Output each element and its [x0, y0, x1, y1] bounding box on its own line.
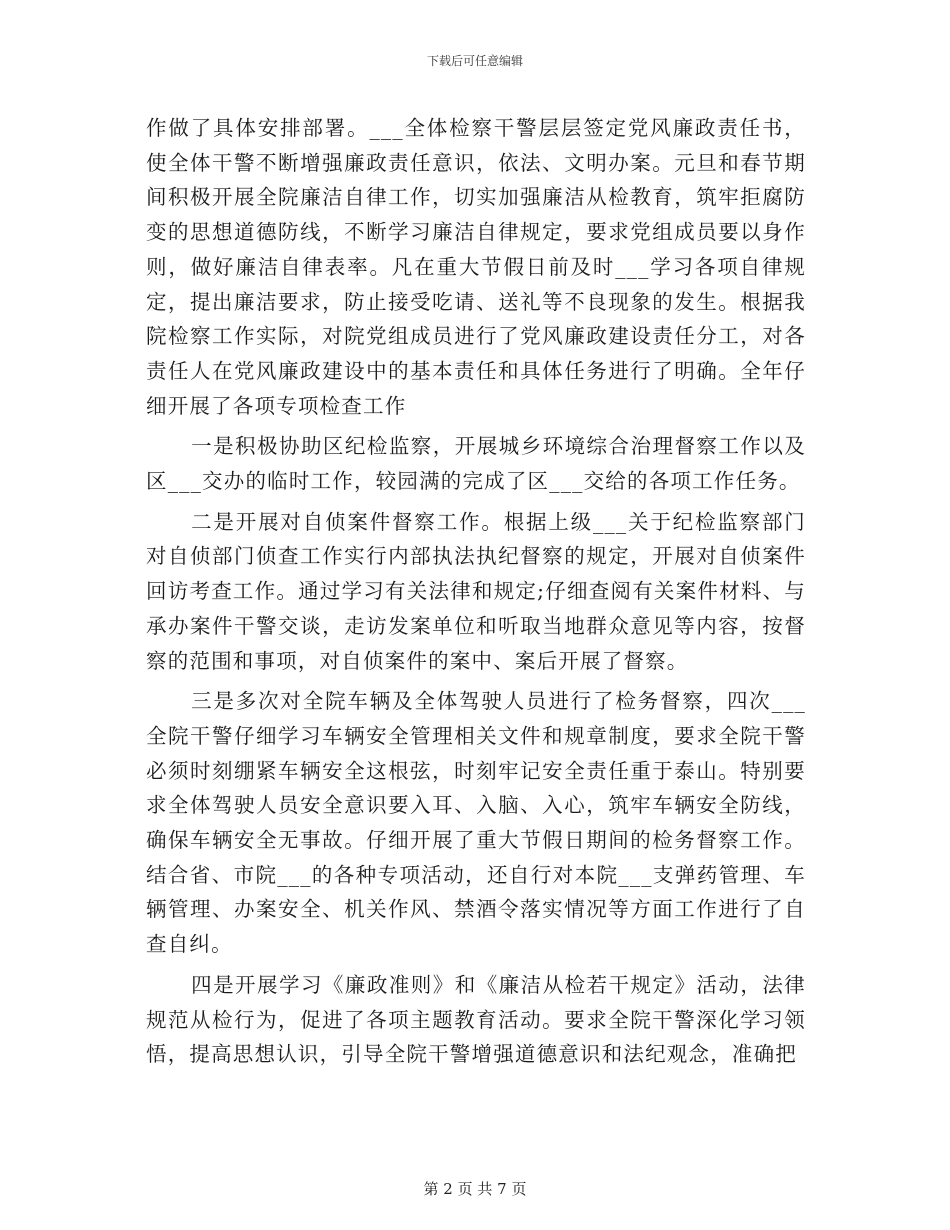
paragraph-3: 二是开展对自侦案件督察工作。根据上级___关于纪检监察部门对自侦部门侦查工作实行内部执法执纪督察的规定，开展对自侦案件回访考查工作。通过学习有关法律和规定;仔细查阅有关案件材料、与承办案件干警交谈，走访发案单位和听取当地群众意见等内容，按督察的范围和事项，对自侦案件的案中、案后开展了督察。 — [146, 509, 806, 673]
paragraph-2: 一是积极协助区纪检监察，开展城乡环境综合治理督察工作以及区___交办的临时工作，较园满的完成了区___交给的各项工作任务。 — [146, 434, 806, 494]
paragraph-4: 三是多次对全院车辆及全体驾驶人员进行了检务督察，四次___全院干警仔细学习车辆安全管理相关文件和规章制度，要求全院干警必须时刻绷紧车辆安全这根弦，时刻牢记安全责任重于泰山。特别要求全体驾驶人员安全意识要入耳、入脑、入心，筑牢车辆安全防线，确保车辆安全无事故。仔细开展了重大节假日期间的检务督察工作。结合省、市院___的各种专项活动，还自行对本院___支弹药管理、车辆管理、办案安全、机关作风、禁酒令落实情况等方面工作进行了自查自纠。 — [146, 689, 806, 957]
document-body — [146, 111, 806, 1078]
page-header: 下载后可任意编辑 — [426, 54, 523, 68]
paragraph-1: 作做了具体安排部署。___全体检察干警层层签定党风廉政责任书，使全体干警不断增强廉政责任意识，依法、文明办案。元旦和春节期间积极开展全院廉洁自律工作，切实加强廉洁从检教育，筑牢拒腐防变的思想道德防线，不断学习廉洁自律规定，要求党组成员要以身作则，做好廉洁自律表率。凡在重大节假日前及时___学习各项自律规定，提出廉洁要求，防止接受吃请、送礼等不良现象的发生。根据我院检察工作实际，对院党组成员进行了党风廉政建设责任分工，对各责任人在党风廉政建设中的基本责任和具体任务进行了明确。全年仔细开展了各项专项检查工作 — [146, 116, 806, 418]
paragraph-5: 四是开展学习《廉政准则》和《廉洁从检若干规定》活动，法律规范从检行为，促进了各项主题教育活动。要求全院干警深化学习领悟，提高思想认识，引导全院干警增强道德意识和法纪观念，准确把 — [146, 972, 806, 1067]
page-footer: 第 2 页 共 7 页 — [423, 1180, 527, 1198]
